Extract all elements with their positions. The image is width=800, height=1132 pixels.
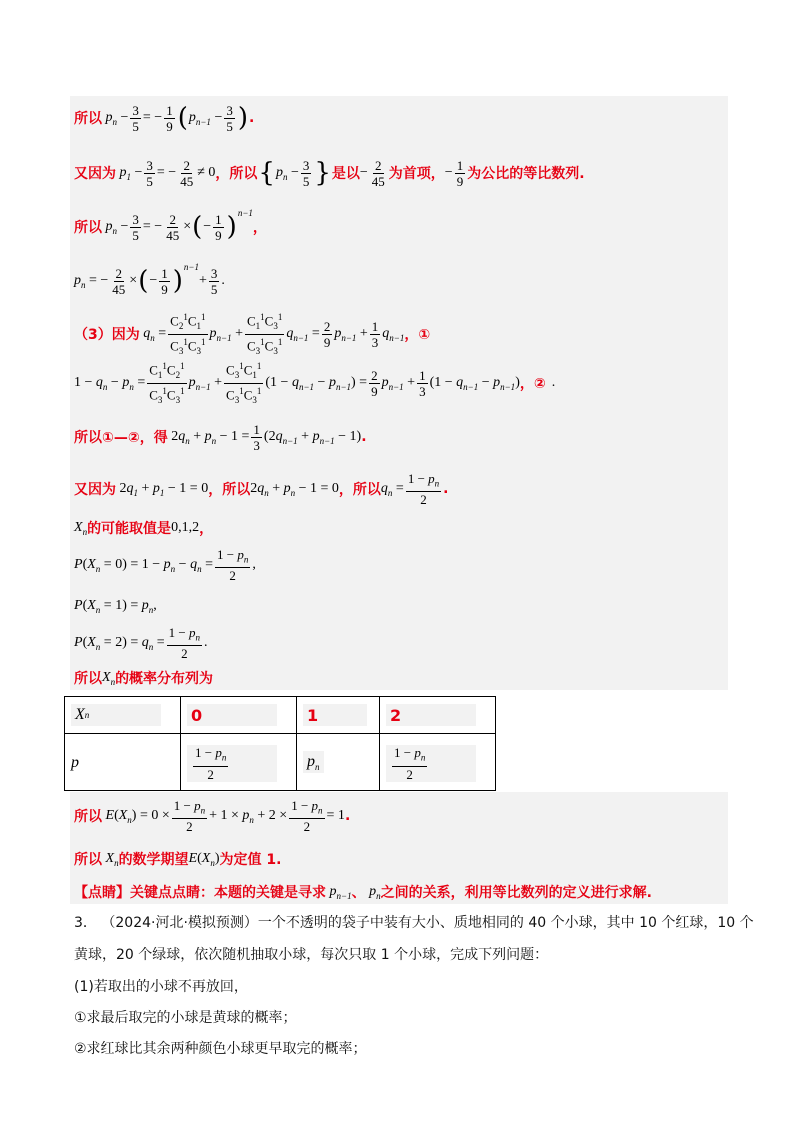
text-subtract: 所以①—②，得 bbox=[74, 430, 168, 446]
eq-line-2: 又因为 $p_1$ − $\frac{3}{5}$ = − $\frac{2}{45}$ ≠ 0 ，所以 { $p_n$ − $\frac{3}{5}$ } 是以 − $\frac{2}{45}$ 为首项， − $\frac{1}{9}$ 为公比的等比数列. bbox=[74, 157, 585, 189]
eq-line-3: 所以 $p_n$ − $\frac{3}{5}$ = − $\frac{2}{45}$ × ( − $\frac{1}{9}$ ) $^{n-1}$ ， bbox=[74, 208, 267, 243]
remark-tag: 【点睛】 bbox=[74, 885, 130, 901]
text-so-2: ，所以 bbox=[215, 166, 258, 182]
eq-line-14: 所以 E ( $X_n$ ) = 0 × $\frac{1 - p_n}{2}$ + 1 × $p_n$ + 2 × $\frac{1 - p_n}{2}$ = 1 . bbox=[74, 797, 351, 835]
distribution-table bbox=[64, 696, 496, 791]
text-constant: 为定值 1. bbox=[219, 852, 282, 868]
possible-values: 0,1,2 bbox=[171, 520, 200, 535]
problem-line-3: (1)若取出的小球不再放回， bbox=[74, 979, 248, 995]
table-cell: 0 bbox=[181, 697, 297, 734]
eq-line-12: P ( $X_n$ = 2) = $q_n$ = $\frac{1 - p_n}{2}$ . bbox=[74, 624, 208, 662]
eq-line-1: 所以 $p_n$ − $\frac{3}{5}$ = − $\frac{1}{9}$ ( $p_{n-1}$ − $\frac{3}{5}$ ) . bbox=[74, 102, 255, 134]
text-so-6: 所以 bbox=[74, 671, 102, 687]
eq-line-8: 又因为 2 $q_1$ + $p_1$ − 1 = 0 ，所以 2 $q_n$ + $p_n$ − 1 = 0 ，所以 $q_n$ = $\frac{1 - p_n}{2}$ . bbox=[74, 470, 449, 508]
table-cell: p bbox=[65, 734, 181, 791]
problem-line-4: ①求最后取完的小球是黄球的概率； bbox=[74, 1010, 297, 1026]
text-also-because-2: 又因为 bbox=[74, 482, 116, 498]
text-expectation: 的数学期望 bbox=[118, 852, 189, 868]
eq-line-4: $p_n$ = − $\frac{2}{45}$ × ( − $\frac{1}{9}$ ) $^{n-1}$ + $\frac{3}{5}$ . bbox=[74, 262, 225, 297]
table-cell: X n bbox=[65, 697, 181, 734]
table-cell: $\frac{1 - p_n}{2}$ bbox=[380, 734, 496, 791]
eq-line-15: 所以 $X_n$ 的数学期望 E ( $X_n$ ) 为定值 1. bbox=[74, 850, 282, 868]
table-row bbox=[65, 734, 496, 791]
problem-line-2: 黄球，20 个绿球，依次随机抽取小球，每次只取 1 个小球，完成下列问题： bbox=[74, 947, 549, 963]
text-first-term: 为首项， bbox=[388, 166, 445, 182]
text-so-7: 所以 bbox=[74, 809, 102, 825]
text-distribution: 的概率分布列为 bbox=[115, 671, 214, 687]
text-is: 是以 bbox=[331, 166, 360, 182]
text-part3-because: （3）因为 bbox=[74, 327, 140, 343]
eq-line-13: 所以 $X_n$ 的概率分布列为 bbox=[74, 669, 214, 687]
table-row bbox=[65, 697, 496, 734]
text-so: 所以 bbox=[74, 111, 102, 127]
eq-line-11: P ( $X_n$ = 1) = $p_n$ , bbox=[74, 597, 157, 615]
text-so-3: 所以 bbox=[74, 220, 102, 236]
text-common-ratio: 为公比的等比数列. bbox=[467, 166, 585, 182]
table-cell: $\frac{1 - p_n}{2}$ bbox=[181, 734, 297, 791]
text-so-8: 所以 bbox=[74, 852, 102, 868]
text-so-5: ，所以 bbox=[338, 482, 381, 498]
table-cell: 1 bbox=[297, 697, 380, 734]
text-also-because: 又因为 bbox=[74, 166, 116, 182]
remark-line: 【点睛】 关键点点睛：本题的关键是寻求 $p_{n-1}$ 、 $p_n$ 之间的关系，利用等比数列的定义进行求解. bbox=[74, 883, 652, 901]
remark-sep: 、 bbox=[351, 885, 366, 901]
problem-line-1 bbox=[74, 912, 754, 932]
problem-number: 3． bbox=[74, 915, 97, 931]
problem-line-5: ②求红球比其余两种颜色小球更早取完的概率； bbox=[74, 1041, 367, 1057]
eq-line-7: 所以①—②，得 2 $q_n$ + $p_n$ − 1 = $\frac{1}{3}$ (2 $q_{n-1}$ + $p_{n-1}$ − 1) . bbox=[74, 421, 367, 453]
remark-text-1: 关键点点睛：本题的关键是寻求 bbox=[130, 885, 326, 901]
eq-line-9: $X_n$ 的可能取值是 0,1,2 ， bbox=[74, 519, 214, 537]
problem-text-1: （2024·河北·模拟预测）一个不透明的袋子中装有大小、质地相同的 40 个小球，其中 10 个红球，10 个 bbox=[101, 915, 754, 931]
label-eq-2: ，② bbox=[519, 376, 546, 392]
text-so-4: ，所以 bbox=[208, 482, 251, 498]
eq-line-5: （3）因为 $q_n$ = $\frac{C_2^1C_1^1}{C_3^1C_3^1}$ $p_{n-1}$ + $\frac{C_1^1C_3^1}{C_3^1C_3^1}$ $q_{n-1}$ = $\frac{2}{9}$ $p_{n-1}$ + $\frac{1}{3}$ $q_{n-1}$ ，① bbox=[74, 311, 431, 356]
eq-line-6: 1 − $q_n$ − $p_n$ = $\frac{C_1^1C_2^1}{C_3^1C_3^1}$ $p_{n-1}$ + $\frac{C_3^1C_1^1}{C_3^1C_3^1}$ (1 − $q_{n-1}$ − $p_{n-1}$ ) = $\frac{2}{9}$ $p_{n-1}$ + $\frac{1}{3}$ (1 − $q_{n-1}$ − $p_{n-1}$ ) ，② . bbox=[74, 360, 556, 405]
table-cell: 2 bbox=[380, 697, 496, 734]
label-eq-1: ，① bbox=[404, 327, 431, 343]
remark-text-2: 之间的关系，利用等比数列的定义进行求解. bbox=[380, 885, 652, 901]
text-possible-values: 的可能取值是 bbox=[87, 521, 172, 537]
eq-line-10: P ( $X_n$ = 0) = 1 − $p_n$ − $q_n$ = $\frac{1 - p_n}{2}$ , bbox=[74, 546, 256, 584]
table-cell: $p_n$ bbox=[297, 734, 380, 791]
